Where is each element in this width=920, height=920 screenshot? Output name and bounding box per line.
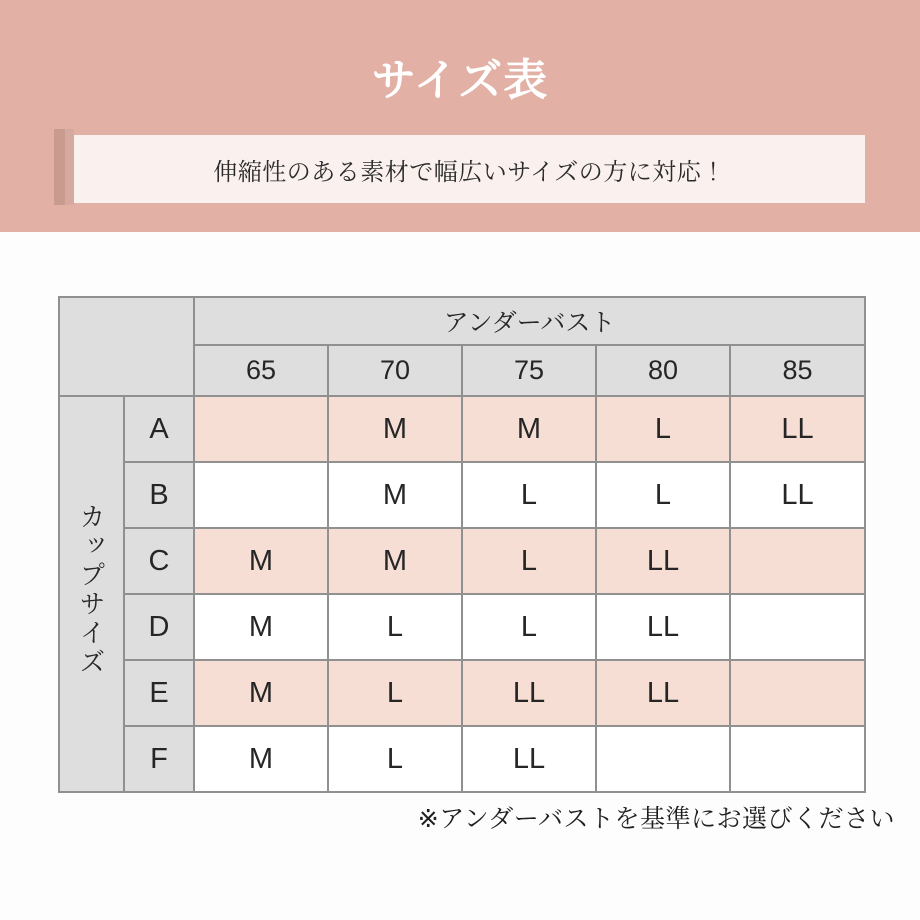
size-cell: M	[462, 396, 596, 462]
page-title: サイズ表	[371, 56, 549, 105]
size-cell: LL	[462, 726, 596, 792]
table-row-a	[59, 396, 865, 462]
size-cell	[596, 726, 730, 792]
size-cell: L	[328, 660, 462, 726]
table-corner-cell	[59, 297, 194, 396]
subtitle-text: 伸縮性のある素材で幅広いサイズの方に対応！	[213, 158, 726, 186]
underbust-value: 65	[194, 345, 328, 396]
size-cell	[194, 396, 328, 462]
size-cell: M	[328, 462, 462, 528]
underbust-value: 75	[462, 345, 596, 396]
size-cell: LL	[462, 660, 596, 726]
size-cell: L	[596, 462, 730, 528]
size-cell	[730, 660, 865, 726]
size-cell: M	[194, 594, 328, 660]
table-row-f	[59, 726, 865, 792]
table-row-d	[59, 594, 865, 660]
cup-row-label: D	[124, 594, 194, 660]
table-row-e	[59, 660, 865, 726]
table-header-row-group	[59, 297, 865, 345]
footnote-text: ※アンダーバストを基準にお選びください	[417, 805, 895, 833]
size-cell: M	[328, 396, 462, 462]
size-cell: L	[596, 396, 730, 462]
cup-row-label: B	[124, 462, 194, 528]
underbust-value: 85	[730, 345, 865, 396]
size-cell: LL	[596, 594, 730, 660]
size-cell	[730, 726, 865, 792]
table-row-c	[59, 528, 865, 594]
underbust-value: 80	[596, 345, 730, 396]
ribbon-accent	[54, 129, 74, 205]
size-cell: L	[462, 528, 596, 594]
size-cell: L	[328, 726, 462, 792]
cup-row-label: C	[124, 528, 194, 594]
size-cell: M	[194, 528, 328, 594]
cup-row-label: A	[124, 396, 194, 462]
cup-row-label: F	[124, 726, 194, 792]
size-cell: LL	[730, 462, 865, 528]
size-cell: M	[194, 660, 328, 726]
size-cell: LL	[596, 660, 730, 726]
size-cell: M	[194, 726, 328, 792]
subtitle-banner	[74, 135, 865, 203]
cup-row-label: E	[124, 660, 194, 726]
size-cell: L	[328, 594, 462, 660]
underbust-value: 70	[328, 345, 462, 396]
size-table	[58, 296, 866, 793]
hero-banner	[0, 0, 920, 232]
size-cell	[194, 462, 328, 528]
table-row-b	[59, 462, 865, 528]
size-cell	[730, 528, 865, 594]
size-cell: LL	[730, 396, 865, 462]
size-cell: LL	[596, 528, 730, 594]
cup-size-header-cell	[59, 396, 124, 792]
cup-size-header-label: カップサイズ	[76, 503, 106, 677]
size-cell: L	[462, 594, 596, 660]
size-cell: L	[462, 462, 596, 528]
size-cell: M	[328, 528, 462, 594]
size-cell	[730, 594, 865, 660]
underbust-header-label: アンダーバスト	[194, 297, 865, 345]
